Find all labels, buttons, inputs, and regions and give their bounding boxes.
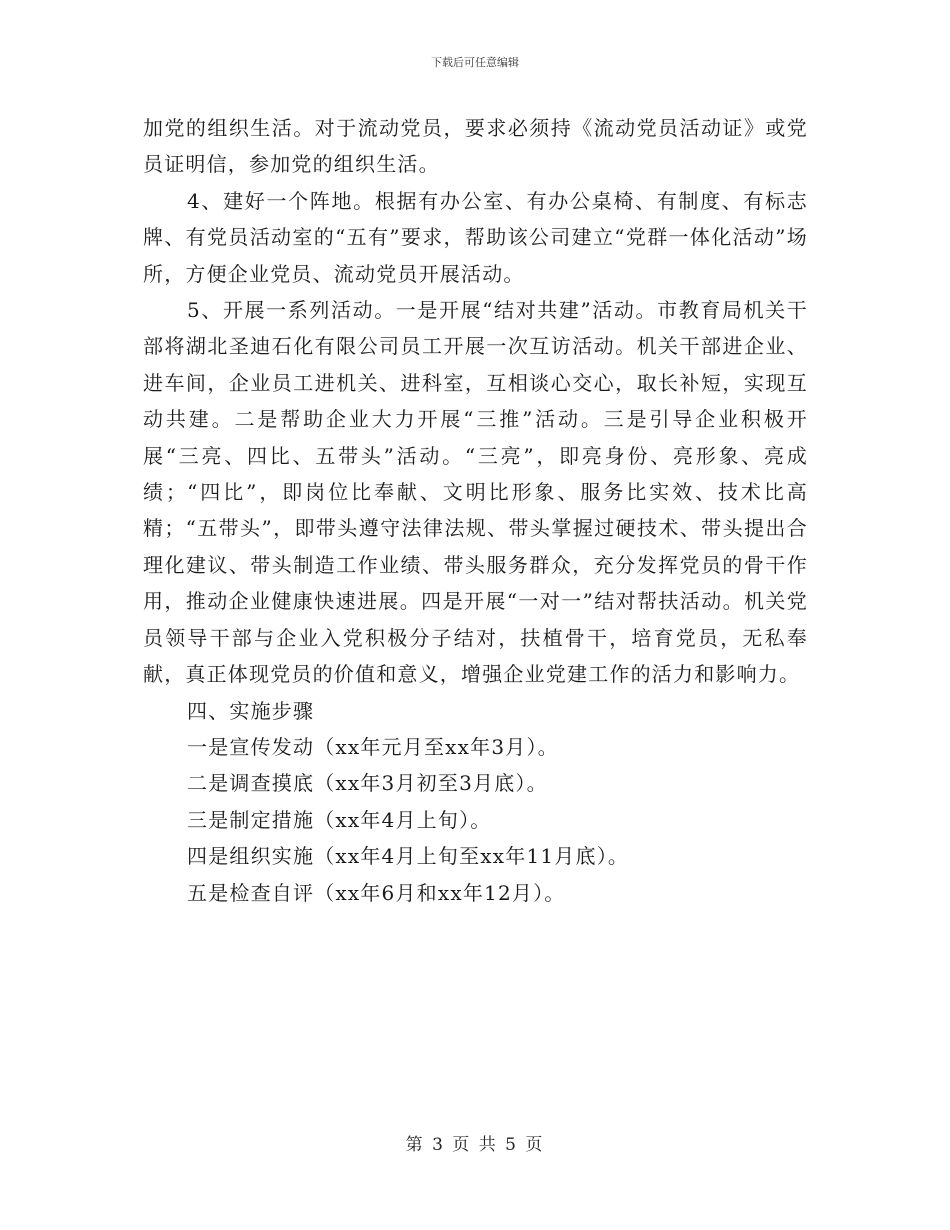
- paragraph-continuation: 加党的组织生活。对于流动党员，要求必须持《流动党员活动证》或党员证明信，参加党的组织生活。: [143, 116, 808, 177]
- page-header: 下载后可任意编辑: [431, 56, 519, 69]
- paragraph-item-4: 4、建好一个阵地。根据有办公室、有办公桌椅、有制度、有标志牌、有党员活动室的“五有”要求，帮助该公司建立“党群一体化活动”场所，方便企业党员、流动党员开展活动。: [143, 188, 808, 286]
- step-5: 五是检查自评（xx年6月和xx年12月）。: [187, 880, 566, 905]
- document-body: [143, 110, 808, 911]
- step-4: 四是组织实施（xx年4月上旬至xx年11月底）。: [187, 844, 630, 869]
- section-heading-steps: 四、实施步骤: [187, 698, 315, 723]
- step-3: 三是制定措施（xx年4月上旬）。: [187, 807, 492, 832]
- page-number: 第 3 页 共 5 页: [405, 1135, 545, 1155]
- step-2: 二是调查摸底（xx年3月初至3月底）。: [187, 771, 548, 796]
- step-1: 一是宣传发动（xx年元月至xx年3月）。: [187, 734, 559, 759]
- paragraph-item-5: 5、开展一系列活动。一是开展“结对共建”活动。市教育局机关干部将湖北圣迪石化有限公司员工开展一次互访活动。机关干部进企业、进车间，企业员工进机关、进科室，互相谈心交心，取长补短，实现互动共建。二是帮助企业大力开展“三推”活动。三是引导企业积极开展“三亮、四比、五带头”活动。“三亮”，即亮身份、亮形象、亮成绩；“四比”，即岗位比奉献、文明比形象、服务比实效、技术比高精；“五带头”，即带头遵守法律法规、带头掌握过硬技术、带头提出合理化建议、带头制造工作业绩、带头服务群众，充分发挥党员的骨干作用，推动企业健康快速进展。四是开展“一对一”结对帮扶活动。机关党员领导干部与企业入党积极分子结对，扶植骨干，培育党员，无私奉献，真正体现党员的价值和意义，增强企业党建工作的活力和影响力。: [143, 298, 808, 687]
